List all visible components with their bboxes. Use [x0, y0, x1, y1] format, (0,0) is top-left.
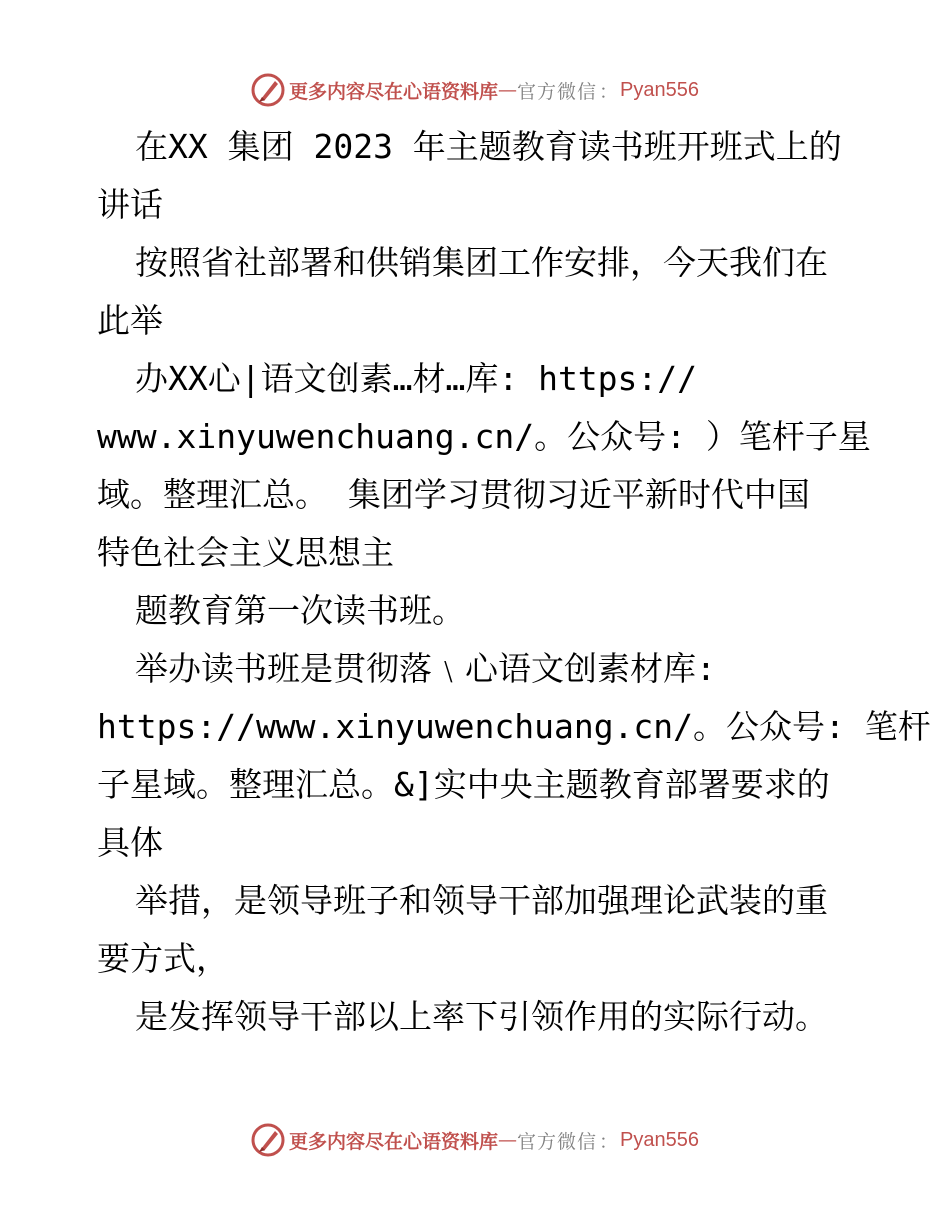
banner-dash: — — [498, 1129, 517, 1151]
paragraph-line: www.xinyuwenchuang.cn/。公众号: ）笔杆子星 — [97, 417, 871, 456]
paragraph-line: 举办读书班是贯彻落﹨心语文创素材库: — [135, 649, 716, 688]
quill-pen-logo-icon — [251, 1123, 285, 1157]
paragraph-line: 要方式， — [97, 939, 229, 978]
banner-slogan: 更多内容尽在心语资料库 — [288, 1130, 498, 1153]
banner-slogan: 更多内容尽在心语资料库 — [288, 80, 498, 103]
paragraph-line: 域。整理汇总。 集团学习贯彻习近平新时代中国 — [97, 475, 810, 514]
banner-dash: — — [498, 79, 517, 101]
paragraph-line: 办XX心|语文创素…材…库: https:// — [135, 359, 698, 398]
banner-wechat-label: 官方微信 — [517, 80, 598, 103]
paragraph-line: 特色社会主义思想主 — [97, 533, 394, 572]
paragraph-line: 是发挥领导干部以上率下引领作用的实际行动。 — [135, 997, 828, 1036]
paragraph-line: 举措，是领导班子和领导干部加强理论武装的重 — [135, 881, 828, 920]
document-body — [97, 118, 931, 1046]
quill-pen-logo-icon — [251, 73, 285, 107]
banner-wechat-id: Pyan556 — [620, 78, 699, 101]
paragraph-line: 题教育第一次读书班。 — [135, 591, 465, 630]
footer-banner — [0, 1120, 950, 1160]
banner-wechat-label: 官方微信 — [517, 1130, 598, 1153]
banner-colon: ： — [599, 80, 619, 103]
paragraph-line: 子星域。整理汇总。&]实中央主题教育部署要求的 — [97, 765, 830, 804]
header-banner — [0, 70, 950, 110]
title-line-2: 讲话 — [97, 185, 163, 224]
banner-wechat-id: Pyan556 — [620, 1128, 699, 1151]
paragraph-line: https://www.xinyuwenchuang.cn/。公众号: 笔杆 — [97, 707, 931, 746]
title-line-1: 在XX 集团 2023 年主题教育读书班开班式上的 — [135, 127, 842, 166]
paragraph-line: 按照省社部署和供销集团工作安排，今天我们在 — [135, 243, 828, 282]
banner-colon: ： — [599, 1130, 619, 1153]
paragraph-line: 具体 — [97, 823, 163, 862]
paragraph-line: 此举 — [97, 301, 163, 340]
